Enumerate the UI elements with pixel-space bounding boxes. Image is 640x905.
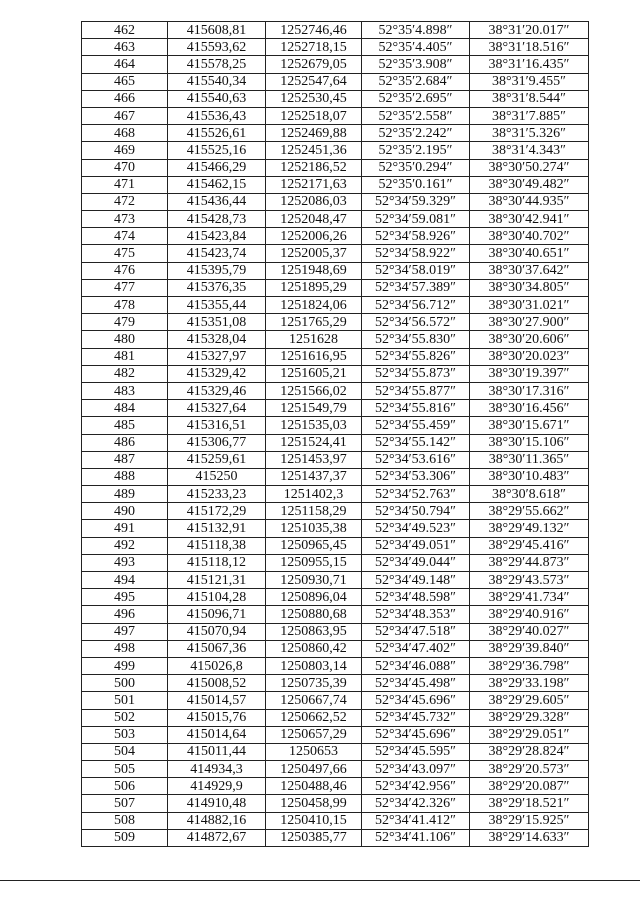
longitude-cell: 38°30′50.274″ — [470, 159, 589, 176]
table-row — [82, 211, 589, 228]
y-coordinate-cell: 1250880,68 — [266, 606, 362, 623]
y-coordinate-cell: 1251895,29 — [266, 279, 362, 296]
x-coordinate-cell: 415118,12 — [168, 554, 266, 571]
x-coordinate-cell: 415328,04 — [168, 331, 266, 348]
latitude-cell: 52°34′45.732″ — [362, 709, 470, 726]
table-row — [82, 331, 589, 348]
longitude-cell: 38°29′33.198″ — [470, 675, 589, 692]
table-row — [82, 176, 589, 193]
longitude-cell: 38°29′45.416″ — [470, 537, 589, 554]
table-row — [82, 159, 589, 176]
x-coordinate-cell: 415540,34 — [168, 73, 266, 90]
table-row — [82, 503, 589, 520]
longitude-cell: 38°29′49.132″ — [470, 520, 589, 537]
point-number-cell: 488 — [82, 468, 168, 485]
point-number-cell: 506 — [82, 778, 168, 795]
longitude-cell: 38°30′19.397″ — [470, 365, 589, 382]
point-number-cell: 479 — [82, 314, 168, 331]
latitude-cell: 52°34′55.142″ — [362, 434, 470, 451]
point-number-cell: 483 — [82, 382, 168, 399]
table-row — [82, 73, 589, 90]
table-row — [82, 56, 589, 73]
point-number-cell: 478 — [82, 297, 168, 314]
y-coordinate-cell: 1250662,52 — [266, 709, 362, 726]
y-coordinate-cell: 1251605,21 — [266, 365, 362, 382]
point-number-cell: 500 — [82, 675, 168, 692]
x-coordinate-cell: 414934,3 — [168, 761, 266, 778]
table-row — [82, 279, 589, 296]
latitude-cell: 52°34′58.922″ — [362, 245, 470, 262]
latitude-cell: 52°34′42.326″ — [362, 795, 470, 812]
x-coordinate-cell: 415526,61 — [168, 125, 266, 142]
longitude-cell: 38°30′44.935″ — [470, 193, 589, 210]
point-number-cell: 470 — [82, 159, 168, 176]
x-coordinate-cell: 414910,48 — [168, 795, 266, 812]
y-coordinate-cell: 1252469,88 — [266, 125, 362, 142]
latitude-cell: 52°34′45.595″ — [362, 743, 470, 760]
table-row — [82, 451, 589, 468]
y-coordinate-cell: 1252086,03 — [266, 193, 362, 210]
x-coordinate-cell: 415351,08 — [168, 314, 266, 331]
longitude-cell: 38°30′27.900″ — [470, 314, 589, 331]
y-coordinate-cell: 1250497,66 — [266, 761, 362, 778]
table-row — [82, 778, 589, 795]
x-coordinate-cell: 415578,25 — [168, 56, 266, 73]
longitude-cell: 38°29′28.824″ — [470, 743, 589, 760]
x-coordinate-cell: 415118,38 — [168, 537, 266, 554]
point-number-cell: 507 — [82, 795, 168, 812]
table-row — [82, 486, 589, 503]
point-number-cell: 469 — [82, 142, 168, 159]
x-coordinate-cell: 414929,9 — [168, 778, 266, 795]
x-coordinate-cell: 415121,31 — [168, 572, 266, 589]
table-row — [82, 623, 589, 640]
y-coordinate-cell: 1250488,46 — [266, 778, 362, 795]
point-number-cell: 482 — [82, 365, 168, 382]
y-coordinate-cell: 1250653 — [266, 743, 362, 760]
y-coordinate-cell: 1250860,42 — [266, 640, 362, 657]
latitude-cell: 52°34′49.148″ — [362, 572, 470, 589]
point-number-cell: 481 — [82, 348, 168, 365]
latitude-cell: 52°34′56.712″ — [362, 297, 470, 314]
x-coordinate-cell: 415423,74 — [168, 245, 266, 262]
longitude-cell: 38°30′49.482″ — [470, 176, 589, 193]
y-coordinate-cell: 1251453,97 — [266, 451, 362, 468]
y-coordinate-cell: 1251535,03 — [266, 417, 362, 434]
longitude-cell: 38°29′14.633″ — [470, 829, 589, 846]
point-number-cell: 508 — [82, 812, 168, 829]
latitude-cell: 52°34′41.106″ — [362, 829, 470, 846]
longitude-cell: 38°30′20.023″ — [470, 348, 589, 365]
table-row — [82, 245, 589, 262]
longitude-cell: 38°30′16.456″ — [470, 400, 589, 417]
latitude-cell: 52°34′55.873″ — [362, 365, 470, 382]
x-coordinate-cell: 414872,67 — [168, 829, 266, 846]
latitude-cell: 52°34′55.826″ — [362, 348, 470, 365]
x-coordinate-cell: 415011,44 — [168, 743, 266, 760]
point-number-cell: 504 — [82, 743, 168, 760]
latitude-cell: 52°34′45.498″ — [362, 675, 470, 692]
y-coordinate-cell: 1252048,47 — [266, 211, 362, 228]
x-coordinate-cell: 415608,81 — [168, 22, 266, 39]
point-number-cell: 464 — [82, 56, 168, 73]
longitude-cell: 38°31′18.516″ — [470, 39, 589, 56]
longitude-cell: 38°31′5.326″ — [470, 125, 589, 142]
latitude-cell: 52°34′53.306″ — [362, 468, 470, 485]
point-number-cell: 486 — [82, 434, 168, 451]
y-coordinate-cell: 1252451,36 — [266, 142, 362, 159]
table-row — [82, 90, 589, 107]
point-number-cell: 501 — [82, 692, 168, 709]
y-coordinate-cell: 1251948,69 — [266, 262, 362, 279]
point-number-cell: 466 — [82, 90, 168, 107]
longitude-cell: 38°31′8.544″ — [470, 90, 589, 107]
latitude-cell: 52°34′55.830″ — [362, 331, 470, 348]
table-row — [82, 107, 589, 124]
latitude-cell: 52°35′2.684″ — [362, 73, 470, 90]
x-coordinate-cell: 415233,23 — [168, 486, 266, 503]
table-row — [82, 125, 589, 142]
y-coordinate-cell: 1250385,77 — [266, 829, 362, 846]
table-row — [82, 640, 589, 657]
x-coordinate-cell: 415423,84 — [168, 228, 266, 245]
y-coordinate-cell: 1250930,71 — [266, 572, 362, 589]
table-row — [82, 572, 589, 589]
latitude-cell: 52°34′59.081″ — [362, 211, 470, 228]
point-number-cell: 475 — [82, 245, 168, 262]
point-number-cell: 465 — [82, 73, 168, 90]
y-coordinate-cell: 1251824,06 — [266, 297, 362, 314]
x-coordinate-cell: 415355,44 — [168, 297, 266, 314]
latitude-cell: 52°34′48.353″ — [362, 606, 470, 623]
latitude-cell: 52°34′59.329″ — [362, 193, 470, 210]
table-row — [82, 675, 589, 692]
x-coordinate-cell: 415428,73 — [168, 211, 266, 228]
x-coordinate-cell: 415132,91 — [168, 520, 266, 537]
latitude-cell: 52°35′4.898″ — [362, 22, 470, 39]
point-number-cell: 487 — [82, 451, 168, 468]
latitude-cell: 52°34′43.097″ — [362, 761, 470, 778]
latitude-cell: 52°35′0.161″ — [362, 176, 470, 193]
y-coordinate-cell: 1252718,15 — [266, 39, 362, 56]
x-coordinate-cell: 415536,43 — [168, 107, 266, 124]
y-coordinate-cell: 1250803,14 — [266, 657, 362, 674]
longitude-cell: 38°29′41.734″ — [470, 589, 589, 606]
y-coordinate-cell: 1250863,95 — [266, 623, 362, 640]
table-row — [82, 39, 589, 56]
table-row — [82, 400, 589, 417]
table-row — [82, 382, 589, 399]
y-coordinate-cell: 1252530,45 — [266, 90, 362, 107]
point-number-cell: 474 — [82, 228, 168, 245]
longitude-cell: 38°30′34.805″ — [470, 279, 589, 296]
x-coordinate-cell: 415329,46 — [168, 382, 266, 399]
table-row — [82, 589, 589, 606]
longitude-cell: 38°29′15.925″ — [470, 812, 589, 829]
latitude-cell: 52°34′55.877″ — [362, 382, 470, 399]
table-row — [82, 829, 589, 846]
x-coordinate-cell: 415104,28 — [168, 589, 266, 606]
longitude-cell: 38°29′43.573″ — [470, 572, 589, 589]
point-number-cell: 476 — [82, 262, 168, 279]
coordinates-table — [81, 21, 589, 847]
y-coordinate-cell: 1251765,29 — [266, 314, 362, 331]
latitude-cell: 52°34′55.816″ — [362, 400, 470, 417]
longitude-cell: 38°29′40.027″ — [470, 623, 589, 640]
latitude-cell: 52°35′3.908″ — [362, 56, 470, 73]
y-coordinate-cell: 1251566,02 — [266, 382, 362, 399]
longitude-cell: 38°31′7.885″ — [470, 107, 589, 124]
latitude-cell: 52°35′0.294″ — [362, 159, 470, 176]
table-row — [82, 314, 589, 331]
table-row — [82, 606, 589, 623]
x-coordinate-cell: 415026,8 — [168, 657, 266, 674]
x-coordinate-cell: 415014,57 — [168, 692, 266, 709]
x-coordinate-cell: 415540,63 — [168, 90, 266, 107]
x-coordinate-cell: 415008,52 — [168, 675, 266, 692]
longitude-cell: 38°29′44.873″ — [470, 554, 589, 571]
point-number-cell: 498 — [82, 640, 168, 657]
x-coordinate-cell: 415259,61 — [168, 451, 266, 468]
x-coordinate-cell: 415250 — [168, 468, 266, 485]
latitude-cell: 52°35′4.405″ — [362, 39, 470, 56]
point-number-cell: 468 — [82, 125, 168, 142]
page-footer-rule — [0, 880, 640, 881]
y-coordinate-cell: 1251628 — [266, 331, 362, 348]
y-coordinate-cell: 1252186,52 — [266, 159, 362, 176]
y-coordinate-cell: 1252746,46 — [266, 22, 362, 39]
longitude-cell: 38°31′9.455″ — [470, 73, 589, 90]
y-coordinate-cell: 1251437,37 — [266, 468, 362, 485]
point-number-cell: 493 — [82, 554, 168, 571]
table-row — [82, 365, 589, 382]
x-coordinate-cell: 415462,15 — [168, 176, 266, 193]
latitude-cell: 52°34′42.956″ — [362, 778, 470, 795]
latitude-cell: 52°34′48.598″ — [362, 589, 470, 606]
longitude-cell: 38°30′37.642″ — [470, 262, 589, 279]
latitude-cell: 52°34′56.572″ — [362, 314, 470, 331]
y-coordinate-cell: 1251524,41 — [266, 434, 362, 451]
point-number-cell: 471 — [82, 176, 168, 193]
x-coordinate-cell: 415593,62 — [168, 39, 266, 56]
x-coordinate-cell: 415327,64 — [168, 400, 266, 417]
y-coordinate-cell: 1250657,29 — [266, 726, 362, 743]
latitude-cell: 52°35′2.242″ — [362, 125, 470, 142]
coordinates-table-body — [82, 22, 589, 847]
table-row — [82, 692, 589, 709]
longitude-cell: 38°30′40.702″ — [470, 228, 589, 245]
latitude-cell: 52°34′53.616″ — [362, 451, 470, 468]
latitude-cell: 52°34′57.389″ — [362, 279, 470, 296]
longitude-cell: 38°29′18.521″ — [470, 795, 589, 812]
longitude-cell: 38°29′20.087″ — [470, 778, 589, 795]
point-number-cell: 502 — [82, 709, 168, 726]
point-number-cell: 480 — [82, 331, 168, 348]
longitude-cell: 38°31′16.435″ — [470, 56, 589, 73]
table-row — [82, 297, 589, 314]
table-row — [82, 22, 589, 39]
longitude-cell: 38°30′11.365″ — [470, 451, 589, 468]
y-coordinate-cell: 1250667,74 — [266, 692, 362, 709]
longitude-cell: 38°30′8.618″ — [470, 486, 589, 503]
latitude-cell: 52°34′50.794″ — [362, 503, 470, 520]
table-row — [82, 657, 589, 674]
table-row — [82, 554, 589, 571]
latitude-cell: 52°34′49.051″ — [362, 537, 470, 554]
table-row — [82, 228, 589, 245]
longitude-cell: 38°29′29.051″ — [470, 726, 589, 743]
x-coordinate-cell: 415014,64 — [168, 726, 266, 743]
table-row — [82, 193, 589, 210]
y-coordinate-cell: 1252171,63 — [266, 176, 362, 193]
longitude-cell: 38°29′29.605″ — [470, 692, 589, 709]
longitude-cell: 38°29′55.662″ — [470, 503, 589, 520]
table-row — [82, 142, 589, 159]
point-number-cell: 491 — [82, 520, 168, 537]
table-row — [82, 520, 589, 537]
table-row — [82, 348, 589, 365]
x-coordinate-cell: 415096,71 — [168, 606, 266, 623]
table-row — [82, 537, 589, 554]
table-row — [82, 417, 589, 434]
latitude-cell: 52°35′2.558″ — [362, 107, 470, 124]
latitude-cell: 52°34′46.088″ — [362, 657, 470, 674]
point-number-cell: 462 — [82, 22, 168, 39]
y-coordinate-cell: 1251549,79 — [266, 400, 362, 417]
latitude-cell: 52°34′55.459″ — [362, 417, 470, 434]
x-coordinate-cell: 415376,35 — [168, 279, 266, 296]
longitude-cell: 38°30′17.316″ — [470, 382, 589, 399]
x-coordinate-cell: 415306,77 — [168, 434, 266, 451]
table-row — [82, 812, 589, 829]
x-coordinate-cell: 415436,44 — [168, 193, 266, 210]
latitude-cell: 52°34′52.763″ — [362, 486, 470, 503]
table-row — [82, 743, 589, 760]
longitude-cell: 38°29′29.328″ — [470, 709, 589, 726]
x-coordinate-cell: 415316,51 — [168, 417, 266, 434]
y-coordinate-cell: 1252006,26 — [266, 228, 362, 245]
longitude-cell: 38°30′15.671″ — [470, 417, 589, 434]
point-number-cell: 477 — [82, 279, 168, 296]
point-number-cell: 497 — [82, 623, 168, 640]
y-coordinate-cell: 1251035,38 — [266, 520, 362, 537]
point-number-cell: 495 — [82, 589, 168, 606]
y-coordinate-cell: 1250896,04 — [266, 589, 362, 606]
point-number-cell: 472 — [82, 193, 168, 210]
latitude-cell: 52°34′45.696″ — [362, 692, 470, 709]
longitude-cell: 38°30′31.021″ — [470, 297, 589, 314]
y-coordinate-cell: 1251616,95 — [266, 348, 362, 365]
point-number-cell: 489 — [82, 486, 168, 503]
latitude-cell: 52°34′41.412″ — [362, 812, 470, 829]
point-number-cell: 473 — [82, 211, 168, 228]
longitude-cell: 38°29′40.916″ — [470, 606, 589, 623]
latitude-cell: 52°34′58.926″ — [362, 228, 470, 245]
point-number-cell: 496 — [82, 606, 168, 623]
latitude-cell: 52°34′49.044″ — [362, 554, 470, 571]
latitude-cell: 52°34′49.523″ — [362, 520, 470, 537]
point-number-cell: 485 — [82, 417, 168, 434]
latitude-cell: 52°34′47.402″ — [362, 640, 470, 657]
point-number-cell: 499 — [82, 657, 168, 674]
table-row — [82, 434, 589, 451]
longitude-cell: 38°30′20.606″ — [470, 331, 589, 348]
point-number-cell: 492 — [82, 537, 168, 554]
latitude-cell: 52°34′58.019″ — [362, 262, 470, 279]
latitude-cell: 52°34′47.518″ — [362, 623, 470, 640]
y-coordinate-cell: 1251158,29 — [266, 503, 362, 520]
latitude-cell: 52°35′2.195″ — [362, 142, 470, 159]
point-number-cell: 484 — [82, 400, 168, 417]
longitude-cell: 38°29′20.573″ — [470, 761, 589, 778]
point-number-cell: 490 — [82, 503, 168, 520]
x-coordinate-cell: 415015,76 — [168, 709, 266, 726]
table-row — [82, 761, 589, 778]
y-coordinate-cell: 1250735,39 — [266, 675, 362, 692]
longitude-cell: 38°30′42.941″ — [470, 211, 589, 228]
point-number-cell: 509 — [82, 829, 168, 846]
y-coordinate-cell: 1252679,05 — [266, 56, 362, 73]
latitude-cell: 52°35′2.695″ — [362, 90, 470, 107]
longitude-cell: 38°31′4.343″ — [470, 142, 589, 159]
x-coordinate-cell: 415327,97 — [168, 348, 266, 365]
longitude-cell: 38°30′15.106″ — [470, 434, 589, 451]
y-coordinate-cell: 1250955,15 — [266, 554, 362, 571]
longitude-cell: 38°31′20.017″ — [470, 22, 589, 39]
point-number-cell: 467 — [82, 107, 168, 124]
longitude-cell: 38°29′36.798″ — [470, 657, 589, 674]
x-coordinate-cell: 415466,29 — [168, 159, 266, 176]
point-number-cell: 463 — [82, 39, 168, 56]
y-coordinate-cell: 1252547,64 — [266, 73, 362, 90]
x-coordinate-cell: 415525,16 — [168, 142, 266, 159]
x-coordinate-cell: 415070,94 — [168, 623, 266, 640]
point-number-cell: 494 — [82, 572, 168, 589]
point-number-cell: 503 — [82, 726, 168, 743]
longitude-cell: 38°29′39.840″ — [470, 640, 589, 657]
table-row — [82, 468, 589, 485]
y-coordinate-cell: 1250410,15 — [266, 812, 362, 829]
x-coordinate-cell: 414882,16 — [168, 812, 266, 829]
longitude-cell: 38°30′40.651″ — [470, 245, 589, 262]
longitude-cell: 38°30′10.483″ — [470, 468, 589, 485]
table-row — [82, 709, 589, 726]
latitude-cell: 52°34′45.696″ — [362, 726, 470, 743]
x-coordinate-cell: 415172,29 — [168, 503, 266, 520]
y-coordinate-cell: 1252005,37 — [266, 245, 362, 262]
point-number-cell: 505 — [82, 761, 168, 778]
y-coordinate-cell: 1250458,99 — [266, 795, 362, 812]
x-coordinate-cell: 415329,42 — [168, 365, 266, 382]
y-coordinate-cell: 1252518,07 — [266, 107, 362, 124]
y-coordinate-cell: 1250965,45 — [266, 537, 362, 554]
table-row — [82, 262, 589, 279]
x-coordinate-cell: 415067,36 — [168, 640, 266, 657]
x-coordinate-cell: 415395,79 — [168, 262, 266, 279]
table-row — [82, 795, 589, 812]
table-row — [82, 726, 589, 743]
y-coordinate-cell: 1251402,3 — [266, 486, 362, 503]
